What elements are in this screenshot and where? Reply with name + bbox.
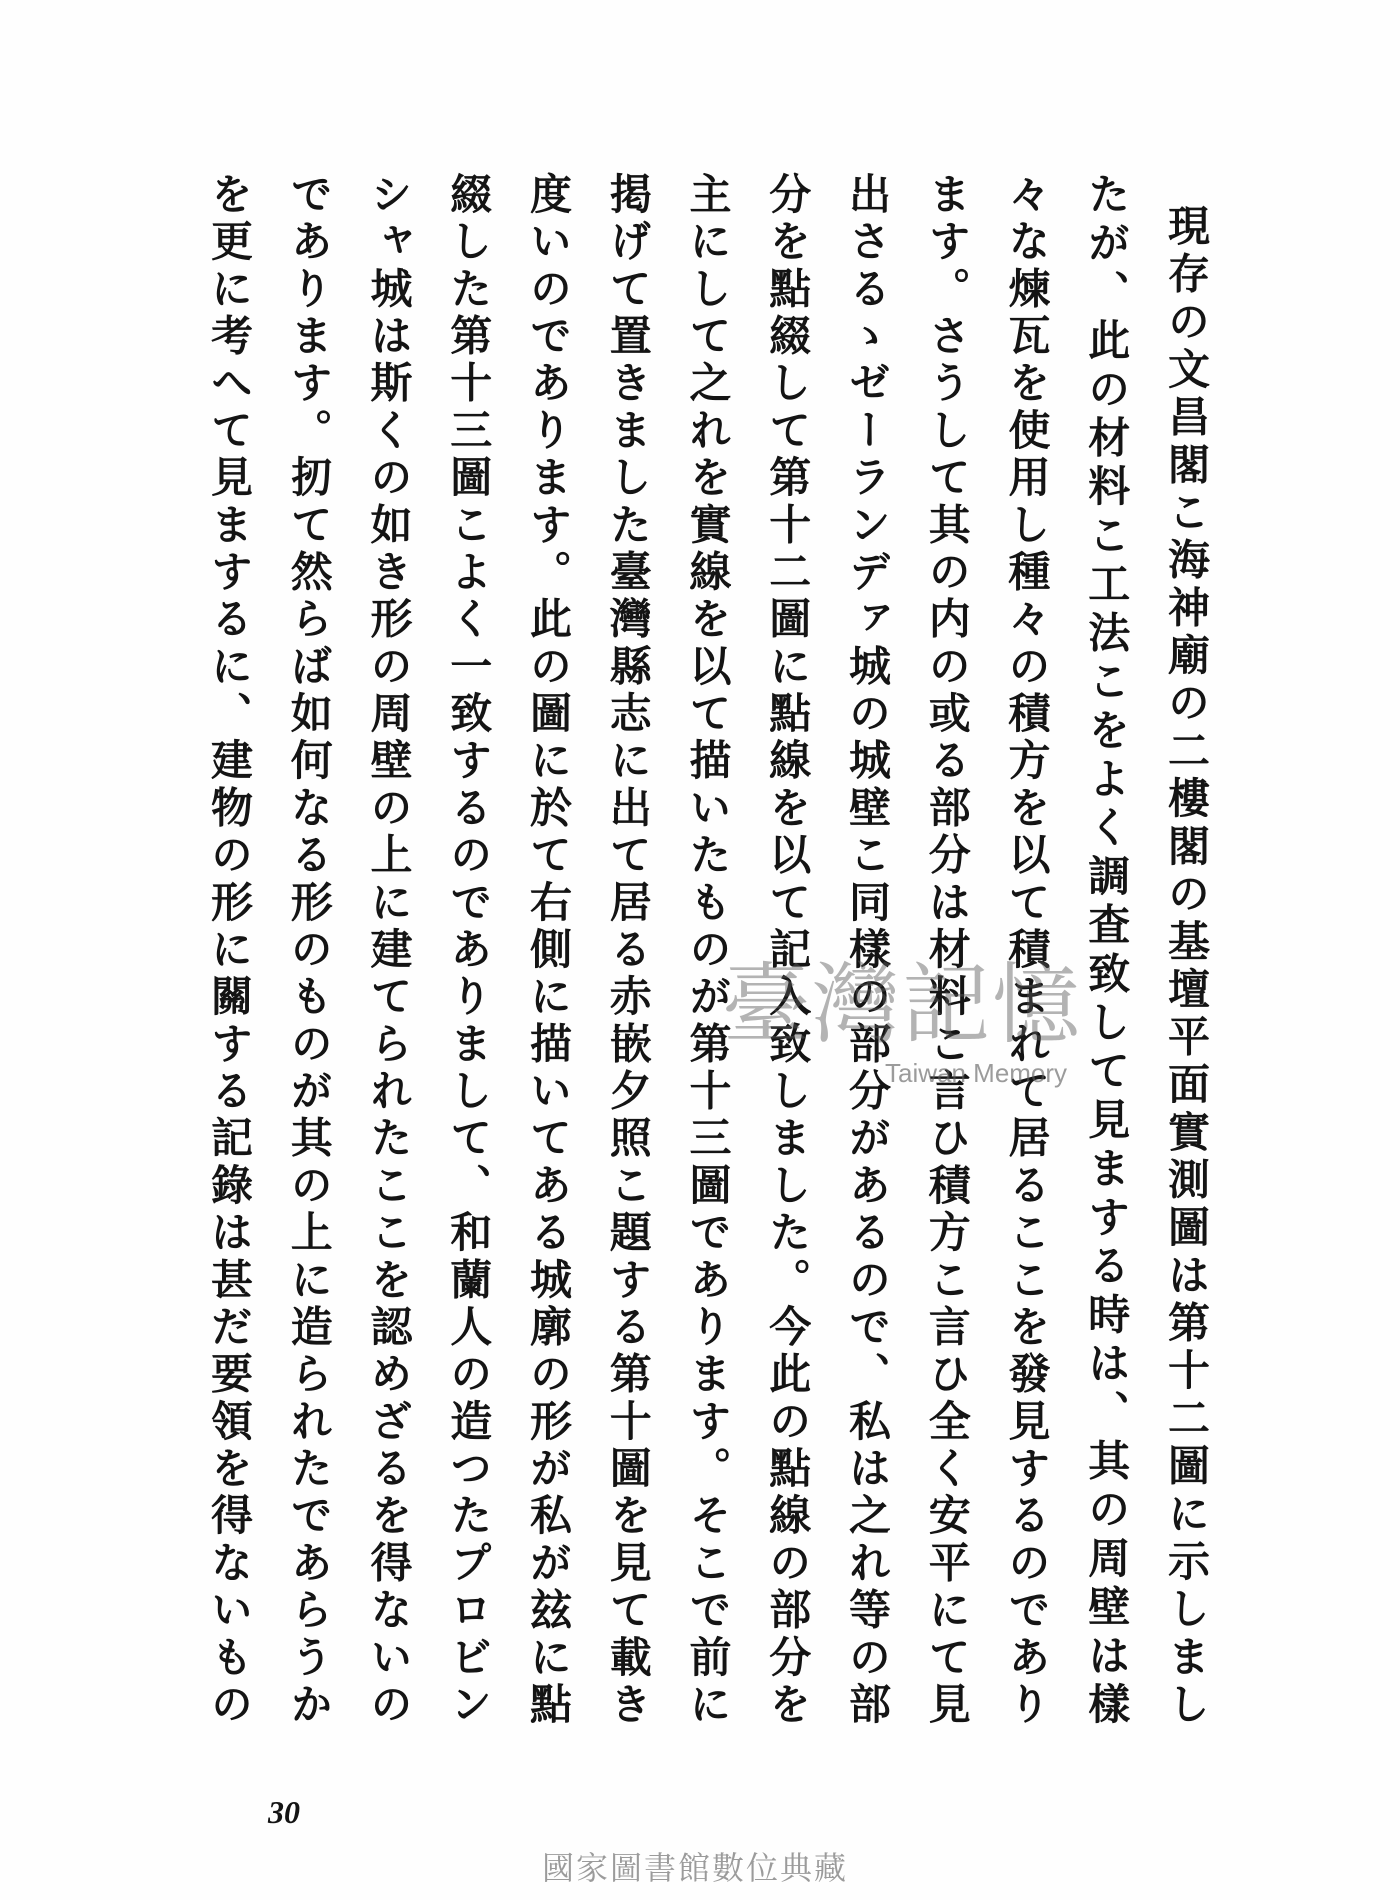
text-column-4: ます。さうして其の内の或る部分は材料こ言ひ積方こ言ひ全く安平にて見 [922,172,972,1724]
text-column-2: たが、此の材料こ工法こをよく調査致して見まする時は、其の周壁は樣 [1082,172,1132,1724]
footer-collection-credit: 國家圖書館數位典藏 [541,1849,848,1887]
text-column-1: 現存の文昌閣こ海神廟の二樓閣の基壇平面實測圖は第十二圖に示しまし [1162,204,1211,1724]
text-column-11: シャ城は斯くの如き形の周壁の上に建てられたここを認めざるを得ないの [364,172,414,1724]
text-column-6: 分を點綴して第十二圖に點線を以て記入致しました。今此の點線の部分を [763,172,813,1724]
text-column-8: 掲げて置きました臺灣縣志に出て居る赤嵌夕照こ題する第十圖を見て載き [603,172,653,1724]
page-number: 30 [268,1794,300,1830]
text-column-12: であります。扨て然らば如何なる形のものが其の上に造られたであらうか [284,172,334,1724]
text-column-3: 々な煉瓦を使用し種々の積方を以て積まれて居るここを發見するのであり [1002,172,1052,1724]
watermark-caption: Taiwan Memory [885,1058,1068,1088]
text-column-13: を更に考へて見まするに、建物の形に關する記錄は甚だ要領を得ないもの [205,172,254,1724]
text-column-7: 主にして之れを實線を以て描いたものが第十三圖であります。そこで前に [683,172,733,1724]
watermark-logo: 臺灣記憶 [722,953,1083,1056]
text-column-5: 出さるゝゼーランデァ城の城壁こ同樣の部分があるので、私は之れ等の部 [843,172,892,1724]
text-column-9: 度いのであります。此の圖に於て右側に描いてある城廓の形が私が玆に點 [524,172,573,1724]
text-column-10: 綴した第十三圖こよく一致するのでありまして、和蘭人の造つたプロビン [444,172,494,1724]
vertical-text-body [199,172,1216,1724]
